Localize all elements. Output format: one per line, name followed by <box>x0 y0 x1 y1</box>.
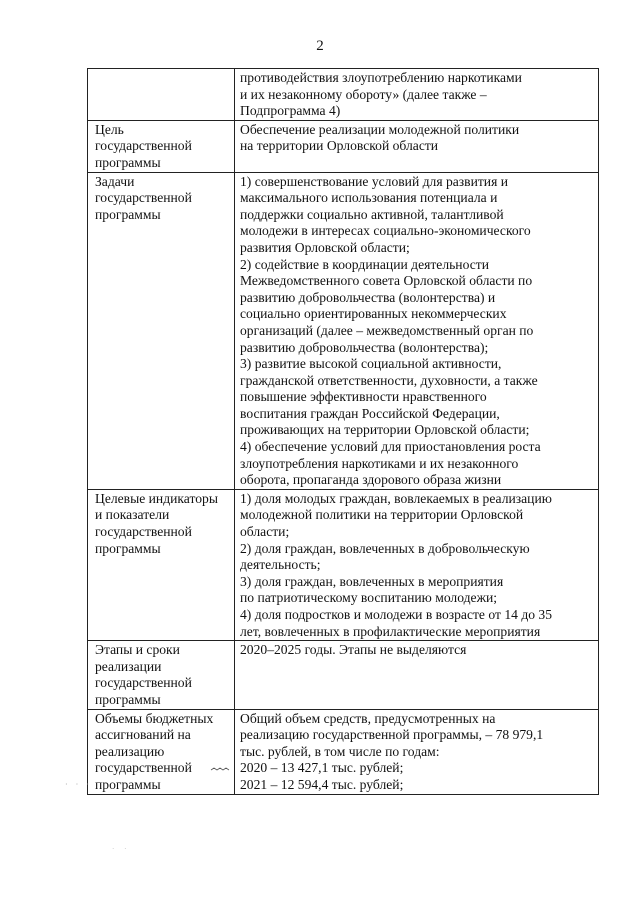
table-body <box>88 69 599 795</box>
row-value-line: противодействия злоупотреблению наркотиками <box>240 70 522 85</box>
table-row <box>88 489 599 640</box>
row-label-line: ассигнований на <box>95 727 191 743</box>
row-value-line: Обеспечение реализации молодежной политики <box>240 121 520 137</box>
row-label-line: государственной <box>95 524 192 540</box>
row-label-line: Цель <box>95 121 124 137</box>
row-label-line: программы <box>95 540 161 556</box>
row-value-line: Подпрограмма 4) <box>240 103 341 119</box>
row-value-cell <box>235 709 599 794</box>
row-label-line: государственной <box>95 190 192 206</box>
row-value-line: 4) доля подростков и молодежи в возрасте от 14 до 35 <box>240 607 553 622</box>
row-value-line: развитию добровольчества (волонтерства) и <box>240 289 496 305</box>
row-value-line: социально ориентированных некоммерческих <box>240 306 507 322</box>
row-label-cell <box>88 709 235 794</box>
row-label-cell <box>88 489 235 640</box>
row-value-cell <box>235 641 599 709</box>
page-number: 2 <box>316 38 324 54</box>
row-value-line: развития Орловской области; <box>240 239 410 255</box>
row-label-line: государственной <box>95 138 192 154</box>
row-value-line: проживающих на территории Орловской области; <box>240 422 530 438</box>
row-label-line: программы <box>95 691 161 707</box>
ink-mark <box>210 766 232 772</box>
row-value-line: злоупотребления наркотиками и их незаконного <box>240 455 519 471</box>
row-label-line: программы <box>95 206 161 222</box>
row-value-line: области; <box>240 524 290 540</box>
row-label-line: Задачи <box>95 173 135 189</box>
row-value-line: поддержки социально активной, талантливой <box>240 206 504 222</box>
row-value-line: воспитания граждан Российской Федерации, <box>240 405 500 421</box>
row-value-line: Общий объем средств, предусмотренных на <box>240 710 496 726</box>
row-value-line: тыс. рублей, в том числе по годам: <box>240 743 440 759</box>
row-value-line: 1) доля молодых граждан, вовлекаемых в реализацию <box>240 490 552 506</box>
row-value-line: 2020 – 13 427,1 тыс. рублей; <box>240 760 404 776</box>
row-value-line: молодежи в интересах социально-экономического <box>240 223 531 239</box>
program-passport-table <box>87 68 599 795</box>
row-value-line: на территории Орловской области <box>240 138 439 154</box>
row-value-line: организаций (далее – межведомственный орган по <box>240 322 534 338</box>
row-label-cell <box>88 69 235 121</box>
row-value-line: 4) обеспечение условий для приостановления роста <box>240 439 541 455</box>
row-label-line: государственной <box>95 675 192 691</box>
row-value-line: развитию добровольчества (волонтерства); <box>240 339 489 355</box>
table-row <box>88 641 599 709</box>
row-value-cell <box>235 120 599 172</box>
row-value-line: по патриотическому воспитанию молодежи; <box>240 590 498 606</box>
row-value-line: 2) доля граждан, вовлеченных в добровольческую <box>240 540 530 556</box>
row-value-line: лет, вовлеченных в профилактические мероприятия <box>240 623 541 639</box>
table-row <box>88 120 599 172</box>
row-label-line: программы <box>95 776 161 792</box>
table-row <box>88 172 599 489</box>
row-label-line: реализацию <box>95 743 165 759</box>
row-label-line: реализации <box>95 658 162 674</box>
row-value-line: и их незаконному обороту» (далее также – <box>240 86 487 102</box>
row-value-line: Межведомственного совета Орловской области по <box>240 273 533 289</box>
row-label-cell <box>88 120 235 172</box>
row-value-line: 1) совершенствование условий для развития и <box>240 173 509 189</box>
row-value-line: 3) развитие высокой социальной активности, <box>240 356 502 372</box>
row-value-line: 3) доля граждан, вовлеченных в мероприятия <box>240 573 504 589</box>
row-label-line: Объемы бюджетных <box>95 710 214 726</box>
row-value-cell <box>235 172 599 489</box>
row-value-line: 2021 – 12 594,4 тыс. рублей; <box>240 776 404 792</box>
row-label-cell <box>88 172 235 489</box>
row-value-cell <box>235 489 599 640</box>
table-row <box>88 69 599 121</box>
row-value-line: гражданской ответственности, духовности, а также <box>240 372 538 388</box>
row-value-line: 2020–2025 годы. Этапы не выделяются <box>240 642 467 658</box>
row-value-line: повышение эффективности нравственного <box>240 389 487 405</box>
row-label-line: Этапы и сроки <box>95 642 180 658</box>
row-value-line: 2) содействие в координации деятельности <box>240 256 489 272</box>
row-value-line: деятельность; <box>240 557 321 573</box>
row-label-cell <box>88 641 235 709</box>
scan-specks: · · <box>112 845 131 853</box>
row-label-line: Целевые индикаторы <box>95 490 218 506</box>
scan-specks: · · · <box>65 780 92 789</box>
row-value-cell <box>235 69 599 121</box>
row-label-line: и показатели <box>95 507 170 523</box>
row-value-line: оборота, пропаганда здорового образа жизни <box>240 472 502 488</box>
row-label-line: программы <box>95 154 161 170</box>
row-value-line: молодежной политики на территории Орловской <box>240 507 524 523</box>
row-label-line: государственной <box>95 760 192 776</box>
table-row <box>88 709 599 794</box>
row-value-line: максимального использования потенциала и <box>240 190 498 206</box>
row-value-line: реализацию государственной программы, – 78 979,1 <box>240 727 544 743</box>
